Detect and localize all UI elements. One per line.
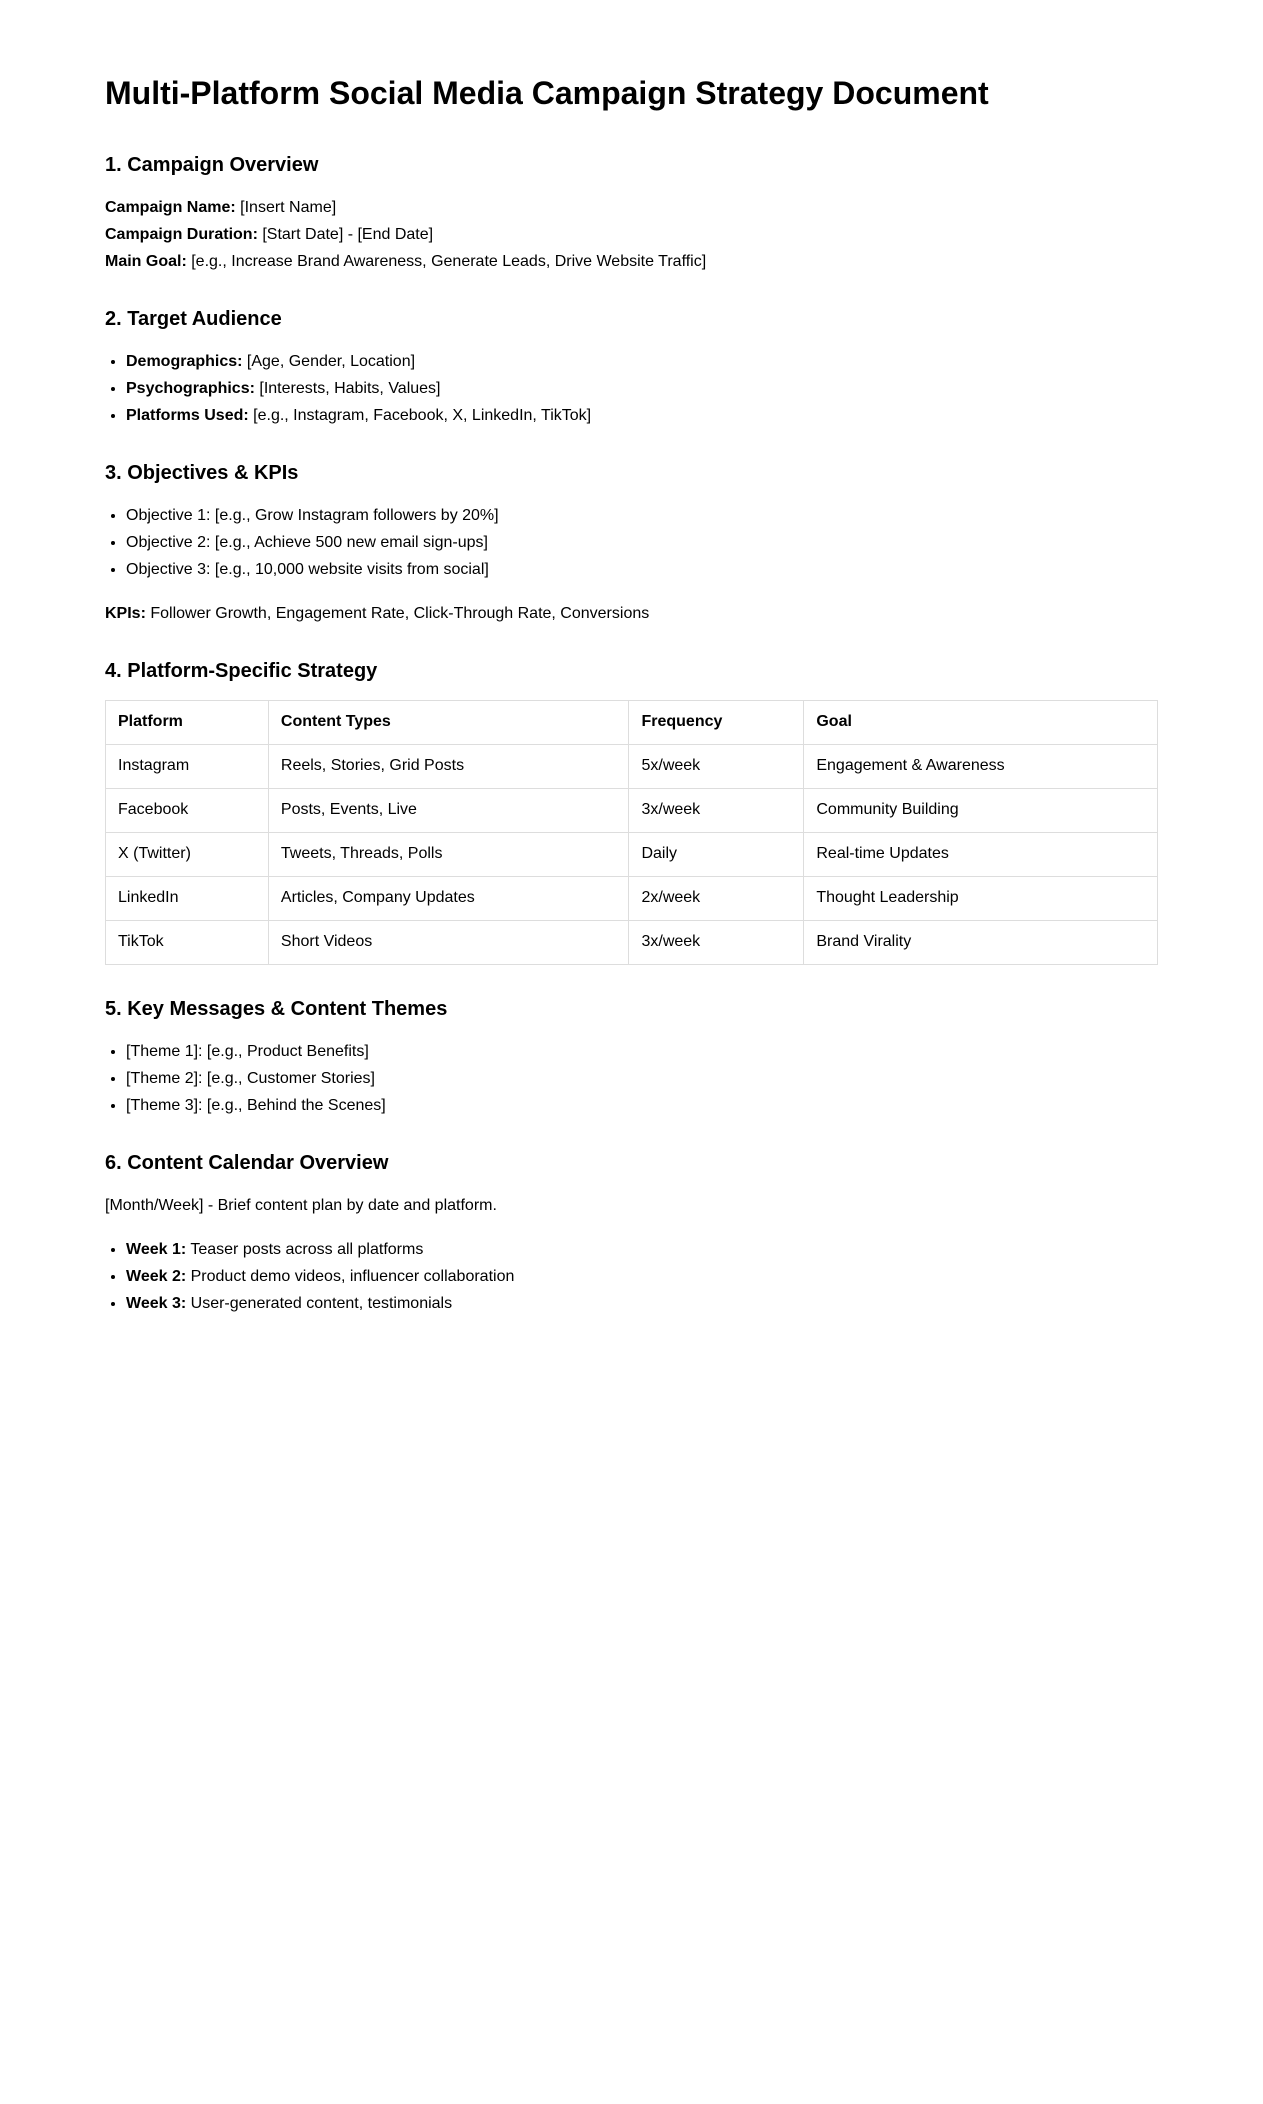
cell-content-types: Tweets, Threads, Polls <box>268 833 629 877</box>
item-label: Week 1: <box>126 1241 187 1258</box>
calendar-weeks-list <box>105 1236 1158 1317</box>
cell-frequency: 3x/week <box>629 789 804 833</box>
cell-frequency: 2x/week <box>629 877 804 921</box>
list-item-demographics <box>126 348 1158 375</box>
column-header-platform: Platform <box>106 701 269 745</box>
item-value: [e.g., Instagram, Facebook, X, LinkedIn, TikTok] <box>248 407 592 424</box>
field-label: Campaign Name: <box>105 199 236 216</box>
section-heading-content-calendar: 6. Content Calendar Overview <box>105 1152 389 1174</box>
table-row <box>106 789 1158 833</box>
kpis-line <box>105 600 1158 627</box>
cell-platform: Instagram <box>106 745 269 789</box>
cell-goal: Real-time Updates <box>804 833 1158 877</box>
item-value: Product demo videos, influencer collaboration <box>186 1268 515 1285</box>
field-value: [Insert Name] <box>235 199 337 216</box>
item-label: Week 3: <box>126 1295 187 1312</box>
table-row <box>106 921 1158 965</box>
column-header-frequency: Frequency <box>629 701 804 745</box>
cell-platform: Facebook <box>106 789 269 833</box>
calendar-intro: [Month/Week] - Brief content plan by date and platform. <box>105 1197 497 1214</box>
item-value: User-generated content, testimonials <box>186 1295 453 1312</box>
cell-content-types: Short Videos <box>268 921 629 965</box>
cell-platform: X (Twitter) <box>106 833 269 877</box>
list-item-psychographics <box>126 375 1158 402</box>
field-value: [e.g., Increase Brand Awareness, Generate Leads, Drive Website Traffic] <box>186 253 707 270</box>
item-label: Demographics: <box>126 353 243 370</box>
themes-list <box>105 1038 1158 1119</box>
campaign-duration-field <box>105 226 433 243</box>
document-page <box>105 0 1158 1312</box>
cell-goal: Brand Virality <box>804 921 1158 965</box>
column-header-goal: Goal <box>804 701 1158 745</box>
campaign-overview-fields <box>105 194 1158 275</box>
item-value: [Interests, Habits, Values] <box>254 380 441 397</box>
kpis-value: Follower Growth, Engagement Rate, Click-Through Rate, Conversions <box>145 605 650 622</box>
section-heading-target-audience: 2. Target Audience <box>105 308 282 330</box>
item-value: Teaser posts across all platforms <box>186 1241 424 1258</box>
kpis-label: KPIs: <box>105 605 146 622</box>
item-label: Psychographics: <box>126 380 255 397</box>
column-header-content-types: Content Types <box>268 701 629 745</box>
campaign-name-field <box>105 199 336 216</box>
cell-content-types: Posts, Events, Live <box>268 789 629 833</box>
cell-goal: Thought Leadership <box>804 877 1158 921</box>
cell-frequency: 5x/week <box>629 745 804 789</box>
field-label: Campaign Duration: <box>105 226 258 243</box>
section-heading-objectives-kpis: 3. Objectives & KPIs <box>105 462 299 484</box>
cell-content-types: Articles, Company Updates <box>268 877 629 921</box>
list-item-week-3 <box>126 1290 1158 1317</box>
list-item-objective-3: • Objective 3: [e.g., 10,000 website visits from social] <box>126 556 1158 583</box>
main-goal-field <box>105 253 706 270</box>
list-item-theme-3: • [Theme 3]: [e.g., Behind the Scenes] <box>126 1092 1158 1119</box>
item-label: Week 2: <box>126 1268 187 1285</box>
table-row <box>106 877 1158 921</box>
field-label: Main Goal: <box>105 253 187 270</box>
list-item-platforms-used <box>126 402 1158 429</box>
table-header-row <box>106 701 1158 745</box>
list-item-objective-2: • Objective 2: [e.g., Achieve 500 new email sign-ups] <box>126 529 1158 556</box>
list-item-theme-2: • [Theme 2]: [e.g., Customer Stories] <box>126 1065 1158 1092</box>
section-heading-platform-strategy: 4. Platform-Specific Strategy <box>105 660 378 682</box>
cell-frequency: 3x/week <box>629 921 804 965</box>
list-item-week-1 <box>126 1236 1158 1263</box>
platform-strategy-table <box>105 700 1158 965</box>
table-row <box>106 833 1158 877</box>
cell-content-types: Reels, Stories, Grid Posts <box>268 745 629 789</box>
list-item-theme-1: • [Theme 1]: [e.g., Product Benefits] <box>126 1038 1158 1065</box>
table-row <box>106 745 1158 789</box>
item-value: [Age, Gender, Location] <box>242 353 416 370</box>
cell-goal: Engagement & Awareness <box>804 745 1158 789</box>
field-value: [Start Date] - [End Date] <box>257 226 434 243</box>
objectives-list <box>105 502 1158 583</box>
list-item-week-2 <box>126 1263 1158 1290</box>
document-title: Multi-Platform Social Media Campaign Strategy Document <box>105 75 989 111</box>
list-item-objective-1: • Objective 1: [e.g., Grow Instagram followers by 20%] <box>126 502 1158 529</box>
target-audience-list <box>105 348 1158 429</box>
cell-platform: TikTok <box>106 921 269 965</box>
item-label: Platforms Used: <box>126 407 249 424</box>
section-heading-campaign-overview: 1. Campaign Overview <box>105 154 319 176</box>
cell-platform: LinkedIn <box>106 877 269 921</box>
cell-frequency: Daily <box>629 833 804 877</box>
section-heading-key-messages: 5. Key Messages & Content Themes <box>105 998 448 1020</box>
cell-goal: Community Building <box>804 789 1158 833</box>
